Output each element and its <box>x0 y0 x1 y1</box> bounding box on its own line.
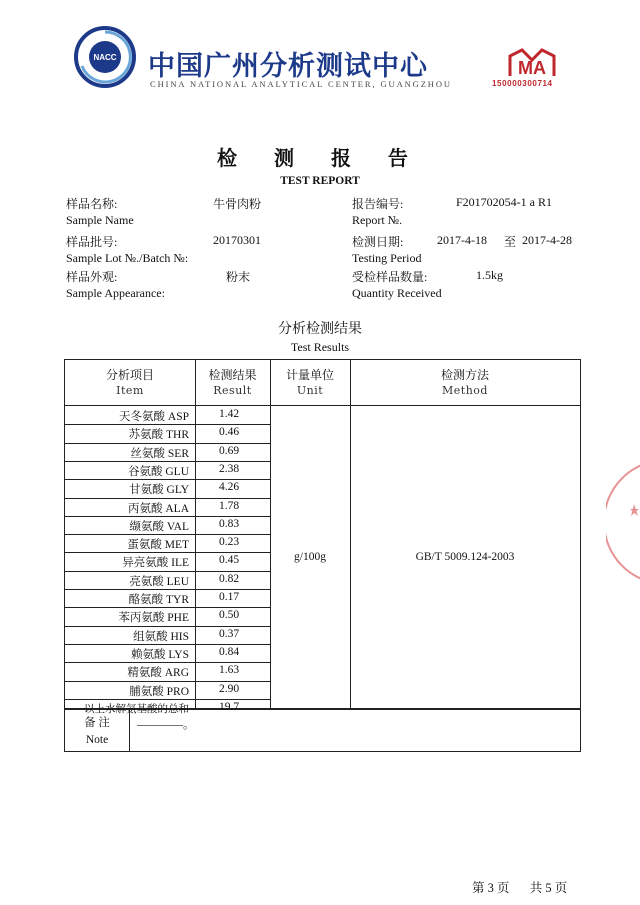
quantity-label-en: Quantity Received <box>352 286 442 300</box>
report-no-value: F201702054-1 a R1 <box>456 195 552 209</box>
table-row-item: 丙氨酸 ALA <box>127 502 189 515</box>
org-name-en: CHINA NATIONAL ANALYTICAL CENTER, GUANGZHOU <box>150 79 452 89</box>
table-row-result: 1.63 <box>219 664 240 677</box>
table-row-divider <box>65 516 270 517</box>
table-row-result: 0.69 <box>219 444 240 457</box>
period-to-label: 至 <box>504 235 517 249</box>
report-no-label-en: Report №. <box>352 213 403 227</box>
table-row-item: 赖氨酸 LYS <box>131 648 189 661</box>
table-row-item: 天冬氨酸 ASP <box>119 411 189 423</box>
header-divider <box>65 405 580 406</box>
header-result-en: Result <box>213 384 252 397</box>
method-cell: GB/T 5009.124-2003 <box>415 551 515 563</box>
period-label-en: Testing Period <box>352 251 422 265</box>
table-row-divider <box>65 626 270 627</box>
table-row-item: 甘氨酸 GLY <box>129 484 189 497</box>
table-row-divider <box>65 644 270 645</box>
appearance-value: 粉末 <box>226 270 251 284</box>
sample-name-label-en: Sample Name <box>66 213 134 227</box>
table-row-result: 4.26 <box>219 481 240 494</box>
table-row-item: 异亮氨酸 ILE <box>122 557 189 570</box>
batch-label-en: Sample Lot №./Batch №: <box>66 251 189 265</box>
batch-label-cn: 样品批号: <box>66 235 118 249</box>
header-result-cn: 检测结果 <box>208 368 257 382</box>
table-row-divider <box>65 589 270 590</box>
table-row-item: 丝氨酸 SER <box>130 447 189 460</box>
header-unit-en: Unit <box>296 384 324 397</box>
official-seal-stamp <box>606 452 640 592</box>
table-col-divider <box>270 360 271 708</box>
header-result <box>195 368 270 398</box>
table-row-divider <box>65 534 270 535</box>
table-row-result: 1.42 <box>219 408 240 420</box>
page-label-pre: 第 <box>472 881 485 895</box>
table-row-result: 0.45 <box>219 554 240 567</box>
table-row-divider <box>65 681 270 682</box>
appearance-label-en: Sample Appearance: <box>66 286 165 300</box>
ma-text: MA <box>518 58 546 78</box>
table-row-item: 谷氨酸 GLU <box>127 465 189 478</box>
table-row-result: 0.50 <box>219 609 240 622</box>
header-method <box>350 368 580 398</box>
table-row-result: 19.7 <box>219 700 240 713</box>
header-method-cn: 检测方法 <box>440 368 489 382</box>
table-row-divider <box>65 571 270 572</box>
org-name-cn: 中国广州分析测试中心 <box>148 51 428 82</box>
results-title-cn: 分析检测结果 <box>278 321 362 337</box>
unit-cell: g/100g <box>294 551 326 563</box>
results-title-en: Test Results <box>290 340 350 354</box>
table-row-result: 2.90 <box>219 682 240 695</box>
appearance-label-cn: 样品外观: <box>66 270 118 284</box>
total-label-post: 页 <box>554 881 568 895</box>
sample-name-value: 牛骨肉粉 <box>213 197 262 211</box>
table-row-divider <box>65 479 270 480</box>
table-row-item: 脯氨酸 PRO <box>129 685 189 698</box>
note-value: ————。 <box>137 719 195 731</box>
note-label-en: Note <box>85 734 109 746</box>
quantity-value: 1.5kg <box>476 268 503 282</box>
table-row-item: 以上水解氨基酸的总和 <box>84 703 189 715</box>
table-row-item: 苯丙氨酸 PHE <box>118 612 189 625</box>
table-row-divider <box>65 607 270 608</box>
table-row-divider <box>65 461 270 462</box>
table-row-result: 1.78 <box>219 499 240 512</box>
page-total: 5 <box>545 881 552 895</box>
table-row-item: 苏氨酸 THR <box>128 429 189 442</box>
table-row-divider <box>65 424 270 425</box>
table-row-divider <box>65 699 270 700</box>
table-col-divider <box>350 360 351 708</box>
sample-name-label-cn: 样品名称: <box>66 197 118 211</box>
report-no-label-cn: 报告编号: <box>352 197 404 211</box>
table-row-result: 0.37 <box>219 627 240 640</box>
header-unit-cn: 计量单位 <box>285 368 334 382</box>
table-row-item: 亮氨酸 LEU <box>129 575 189 588</box>
total-label-pre: 共 <box>529 881 543 895</box>
results-table <box>64 359 581 752</box>
header-item-cn: 分析项目 <box>105 368 154 382</box>
table-row-item: 酪氨酸 TYR <box>128 594 189 606</box>
table-row-divider <box>65 552 270 553</box>
ma-number: 150000300714 <box>492 79 553 88</box>
header-item-en: Item <box>116 384 144 397</box>
table-row-result: 0.84 <box>219 645 240 658</box>
page-label-mid: 页 <box>497 881 510 895</box>
table-row-result: 0.23 <box>219 536 240 549</box>
table-row-result: 0.82 <box>219 572 240 585</box>
table-row-divider <box>65 498 270 499</box>
header-unit <box>270 368 350 398</box>
report-title-cn: 检 测 报 告 <box>217 146 423 170</box>
period-label-cn: 检测日期: <box>352 235 404 249</box>
report-title-en: TEST REPORT <box>280 175 360 187</box>
header-method-en: Method <box>442 384 488 397</box>
table-row-result: 0.83 <box>219 517 240 530</box>
table-row-divider <box>65 443 270 444</box>
table-row-result: 0.17 <box>219 591 240 603</box>
header-item <box>65 368 195 398</box>
quantity-label-cn: 受检样品数量: <box>352 270 428 284</box>
table-row-result: 0.46 <box>219 426 240 439</box>
note-label-cn: 备 注 <box>84 717 110 729</box>
page-indicator <box>472 878 567 896</box>
period-to: 2017-4-28 <box>522 233 572 247</box>
logo-text: NACC <box>93 53 117 62</box>
page-current: 3 <box>487 881 494 895</box>
table-row-divider <box>65 662 270 663</box>
nacc-logo <box>74 26 136 88</box>
period-from: 2017-4-18 <box>437 233 487 247</box>
table-row-item: 组氨酸 HIS <box>133 630 189 643</box>
table-row-item: 精氨酸 ARG <box>127 667 189 680</box>
table-row-result: 2.38 <box>219 462 240 475</box>
table-row-item: 蛋氨酸 MET <box>127 539 189 552</box>
batch-value: 20170301 <box>213 233 261 247</box>
table-row-item: 缬氨酸 VAL <box>129 520 189 533</box>
